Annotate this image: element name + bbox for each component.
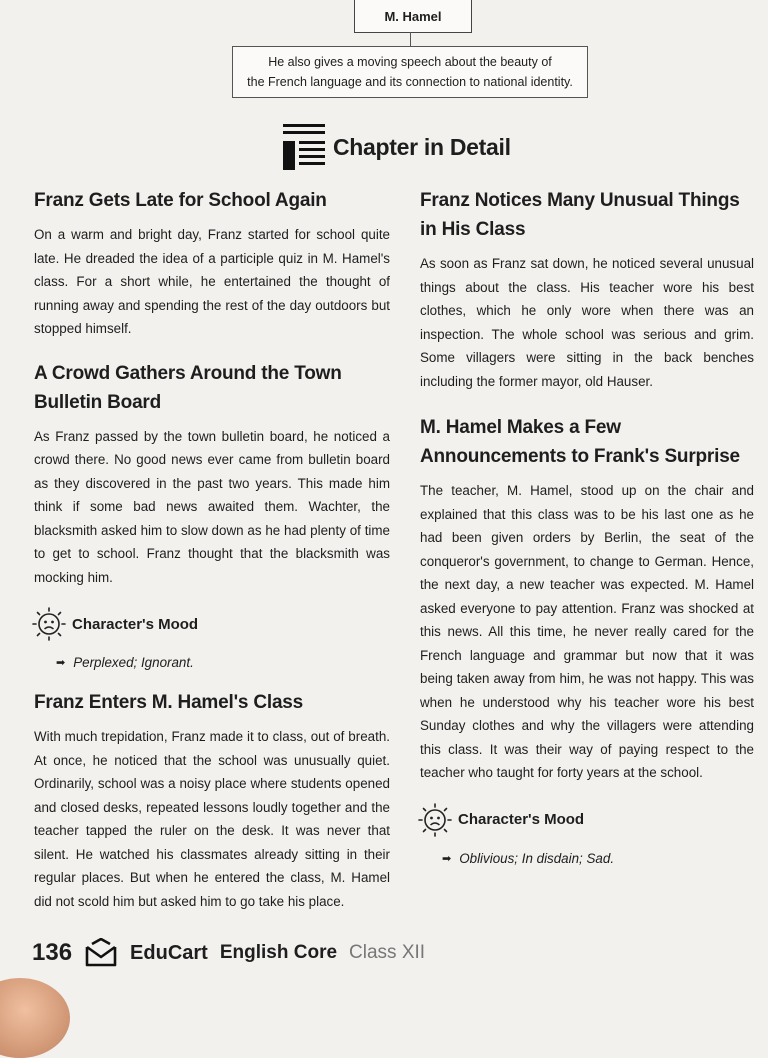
chapter-title: Chapter in Detail: [333, 133, 511, 160]
section-crowd-bulletin: [34, 359, 390, 590]
character-box: [354, 0, 472, 33]
section-body: The teacher, M. Hamel, stood up on the chair and explained that this class was to be his last one as he had been given orders by Berlin, the seat of the conqueror's government, to change to German. Hence, the next day, a new teacher was expected. M. Hamel asked everyone to pay attention. Franz was shocked at this news. All this time, he never really cared for the French language and grammar but now that it was being taken away from him, he was not happy. This was when he understood why his teacher wore his best Sunday clothes and why the villagers were attending this class. It was their way of paying respect to the teacher who taught for forty years at the school.: [420, 483, 754, 780]
section-heading: Franz Notices Many Unusual Things in His Class: [420, 190, 740, 240]
brand-logo-icon: [84, 938, 118, 968]
mood-value-row: [56, 655, 390, 670]
book-title: English Core: [219, 942, 338, 963]
page-number: 136: [32, 939, 73, 966]
speech-line: the French language and its connection to national identity.: [247, 75, 573, 89]
section-body: As soon as Franz sat down, he noticed several unusual things about the class. His teacher wore his best clothes, which he only wore when there was an inspection. The whole school was serious and grim. Some villagers were sitting in the back benches including the former mayor, old Hauser.: [420, 256, 754, 389]
section-heading: Franz Gets Late for School Again: [34, 190, 327, 211]
section-body: On a warm and bright day, Franz started for school quite late. He dreaded the idea of a participle quiz in M. Hamel's class. For a short while, he entertained the thought of running away and spending the rest of the day outdoors but stopped himself.: [34, 227, 390, 336]
section-announcements: [420, 413, 754, 785]
section-body: With much trepidation, Franz made it to class, out of breath. At once, he noticed that the school was unusually quiet. Ordinarily, school was a noisy place where students opened and closed desks, repeated lessons loudly together and the teacher tapped the ruler on the desk. It was never that silent. He watched his classmates already sitting in their regular places. But when he entered the class, M. Hamel did not scold him but asked him to go take his place.: [34, 729, 390, 909]
class-label: Class XII: [349, 942, 426, 963]
mood-label: Character's Mood: [458, 811, 585, 828]
finger-photo-artifact: [0, 978, 70, 1058]
mood-label: Character's Mood: [72, 615, 199, 633]
speech-box: [232, 46, 588, 98]
arrow-right-icon: ➡: [56, 657, 66, 669]
chapter-heading: [283, 124, 511, 170]
sad-face-icon: [32, 607, 66, 641]
mood-value: Oblivious; In disdain; Sad.: [459, 850, 615, 866]
section-late-for-school: [34, 186, 390, 341]
mood-value: Perplexed; Ignorant.: [73, 655, 194, 670]
section-heading: Franz Enters M. Hamel's Class: [34, 692, 304, 713]
section-unusual-things: [420, 186, 754, 393]
list-icon: [283, 124, 325, 170]
character-mood: [32, 607, 390, 641]
right-column: [420, 186, 754, 866]
sad-face-icon: [418, 803, 452, 837]
connector-line: [410, 32, 411, 46]
brand-name: EduCart: [130, 941, 208, 964]
character-name: M. Hamel: [384, 8, 442, 24]
mood-value-row: [442, 851, 754, 866]
arrow-right-icon: ➡: [442, 852, 452, 865]
page-footer: [32, 928, 425, 978]
section-body: As Franz passed by the town bulletin board, he noticed a crowd there. No good news ever came from bulletin board as they discovered in the past two years. This made him think if some bad news awaited them. Wachter, the blacksmith asked him to slow down as he had plenty of time to get to school. Franz thought that the blacksmith was mocking him.: [34, 428, 390, 585]
section-heading: A Crowd Gathers Around the Town Bulletin Board: [34, 362, 342, 413]
section-enters-class: [34, 688, 390, 913]
character-mood: [418, 803, 754, 837]
speech-line: He also gives a moving speech about the beauty of: [268, 55, 552, 69]
section-heading: M. Hamel Makes a Few Announcements to Frank's Surprise: [420, 417, 740, 467]
left-column: [34, 186, 390, 913]
